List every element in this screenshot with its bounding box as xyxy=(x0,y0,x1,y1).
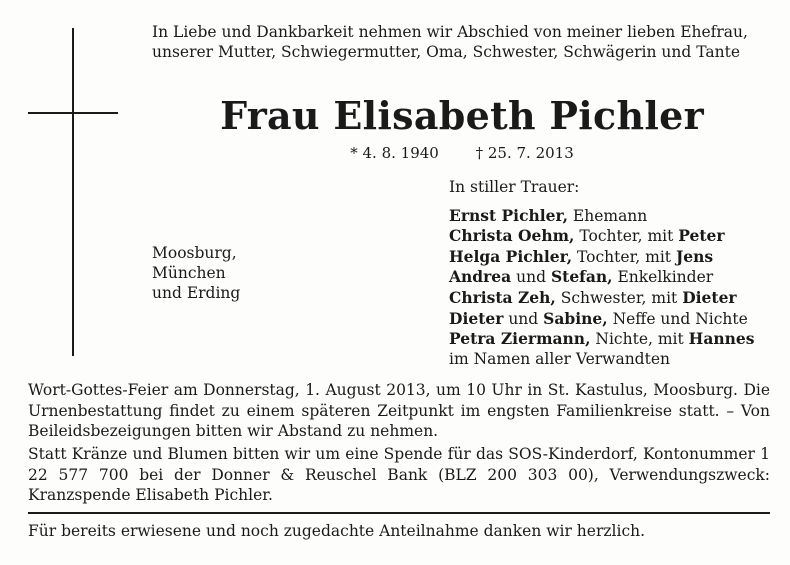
mourner-relation: Ehemann xyxy=(567,206,648,225)
places-list xyxy=(152,243,240,303)
mourner-line xyxy=(449,267,779,288)
service-paragraph: Wort-Gottes-Feier am Donnerstag, 1. August 2013, um 10 Uhr in St. Kastulus, Moosburg. Die Urnenbestattung findet zu einem späteren Zeitpunkt im engsten Familienkreise statt. – Von Beileidsbezeigungen bitten wir Abstand zu nehmen. xyxy=(28,381,770,440)
mourner-name: Christa Zeh, xyxy=(449,287,556,307)
mourner-name: Peter xyxy=(678,226,725,246)
mourner-line xyxy=(449,350,779,370)
life-dates xyxy=(152,143,772,163)
cross-vertical-bar xyxy=(72,28,74,356)
mourner-name: Dieter xyxy=(449,308,504,328)
mourner-line xyxy=(449,206,779,227)
divider xyxy=(28,512,770,514)
mourner-relation: Schwester, mit xyxy=(555,288,683,307)
birth-date: * 4. 8. 1940 xyxy=(350,144,439,162)
intro-text: In Liebe und Dankbarkeit nehmen wir Abschied von meiner lieben Ehefrau, unserer Mutter, Schwiegermutter, Oma, Schwester, Schwägerin und Tante xyxy=(152,23,748,61)
mourner-line xyxy=(449,309,779,330)
mourner-relation: und xyxy=(511,268,551,287)
death-date: † 25. 7. 2013 xyxy=(475,144,574,162)
mourner-relation: Enkelkinder xyxy=(612,268,714,287)
mourner-line xyxy=(449,288,779,309)
cross-horizontal-bar xyxy=(28,112,118,114)
mourner-relation: Nichte, mit xyxy=(590,330,689,349)
mourner-relation: Tochter, mit xyxy=(572,247,676,266)
place-line: und Erding xyxy=(152,284,241,302)
mourner-name: Christa Oehm, xyxy=(449,226,575,246)
mourner-name: Helga Pichler, xyxy=(449,246,573,266)
mourner-line xyxy=(449,226,779,247)
mourner-relation: im Namen aller Verwandten xyxy=(449,349,670,368)
mourner-name: Hannes xyxy=(688,329,755,349)
deceased-name: Frau Elisabeth Pichler xyxy=(220,93,704,138)
mourners-lead: In stiller Trauer: xyxy=(449,178,580,196)
place-line: Moosburg, xyxy=(152,244,237,262)
mourner-name: Stefan, xyxy=(550,267,613,287)
mourners-block xyxy=(449,178,779,369)
mourner-relation: und xyxy=(503,309,544,328)
mourner-name: Petra Ziermann, xyxy=(449,329,591,349)
mourner-name: Sabine, xyxy=(543,308,608,328)
mourner-name: Ernst Pichler, xyxy=(449,205,568,225)
mourner-line xyxy=(449,329,779,350)
mourner-line xyxy=(449,247,779,268)
mourner-name: Dieter xyxy=(682,287,737,307)
mourner-relation: Tochter, mit xyxy=(574,227,679,246)
mourner-name: Andrea xyxy=(449,267,512,287)
mourner-relation: Neffe und Nichte xyxy=(607,309,748,328)
place-line: München xyxy=(152,264,226,282)
donation-paragraph: Statt Kränze und Blumen bitten wir um eine Spende für das SOS-Kinderdorf, Kontonummer 1 22 577 700 bei der Donner & Reuschel Bank (BLZ 200 303 00), Verwendungszweck: Kranzspende Elisabeth Pichler. xyxy=(28,445,770,504)
thanks-text: Für bereits erwiesene und noch zugedachte Anteilnahme danken wir herzlich. xyxy=(28,522,646,540)
mourner-name: Jens xyxy=(675,246,714,266)
